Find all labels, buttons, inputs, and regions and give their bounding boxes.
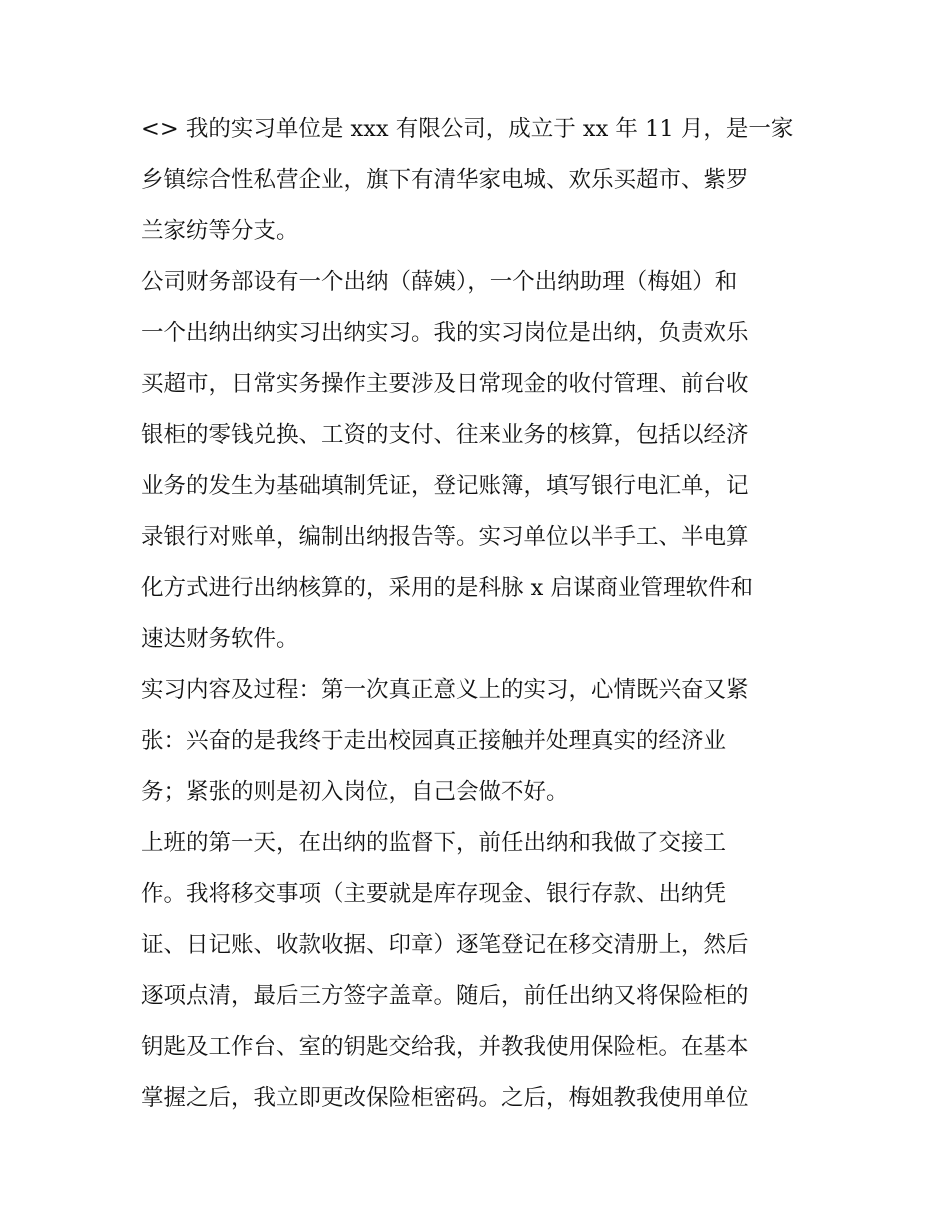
- text-line: 银柜的零钱兑换、工资的支付、往来业务的核算，包括以经济: [141, 422, 749, 448]
- text-line: 作。我将移交事项（主要就是库存现金、银行存款、出纳凭: [141, 881, 727, 907]
- text-line: 证、日记账、收款收据、印章）逐笔登记在移交清册上，然后: [141, 932, 749, 958]
- text-line: 业务的发生为基础填制凭证，登记账簿，填写银行电汇单，记: [141, 473, 749, 499]
- paragraph-first-day: [141, 818, 813, 1124]
- paragraph-finance-department: [141, 257, 813, 665]
- text-line: 录银行对账单，编制出纳报告等。实习单位以半手工、半电算: [141, 524, 749, 550]
- text-line: 张：兴奋的是我终于走出校园真正接触并处理真实的经济业: [141, 728, 727, 754]
- text-line: 实习内容及过程：第一次真正意义上的实习，心情既兴奋又紧: [141, 677, 749, 703]
- text-line: 一个出纳出纳实习出纳实习。我的实习岗位是出纳，负责欢乐: [141, 320, 749, 346]
- text-line: 化方式进行出纳核算的，采用的是科脉 x 启谋商业管理软件和: [141, 575, 753, 601]
- text-line: 乡镇综合性私营企业，旗下有清华家电城、欢乐买超市、紫罗: [141, 167, 749, 193]
- paragraph-internship-content: [141, 665, 813, 818]
- text-line: 速达财务软件。: [141, 626, 299, 652]
- text-line: 掌握之后，我立即更改保险柜密码。之后，梅姐教我使用单位: [141, 1085, 749, 1111]
- text-line: 兰家纺等分支。: [141, 218, 299, 244]
- text-line: <> 我的实习单位是 xxx 有限公司，成立于 xx 年 11 月，是一家: [141, 116, 794, 142]
- text-line: 务；紧张的则是初入岗位，自己会做不好。: [141, 779, 569, 805]
- text-line: 买超市，日常实务操作主要涉及日常现金的收付管理、前台收: [141, 371, 749, 397]
- text-line: 钥匙及工作台、室的钥匙交给我，并教我使用保险柜。在基本: [141, 1034, 749, 1060]
- text-line: 逐项点清，最后三方签字盖章。随后，前任出纳又将保险柜的: [141, 983, 749, 1009]
- paragraph-company-intro: [141, 104, 813, 257]
- document-body: [141, 104, 813, 1124]
- text-line: 公司财务部设有一个出纳（薛姨），一个出纳助理（梅姐）和: [141, 269, 738, 295]
- text-line: 上班的第一天，在出纳的监督下，前任出纳和我做了交接工: [141, 830, 727, 856]
